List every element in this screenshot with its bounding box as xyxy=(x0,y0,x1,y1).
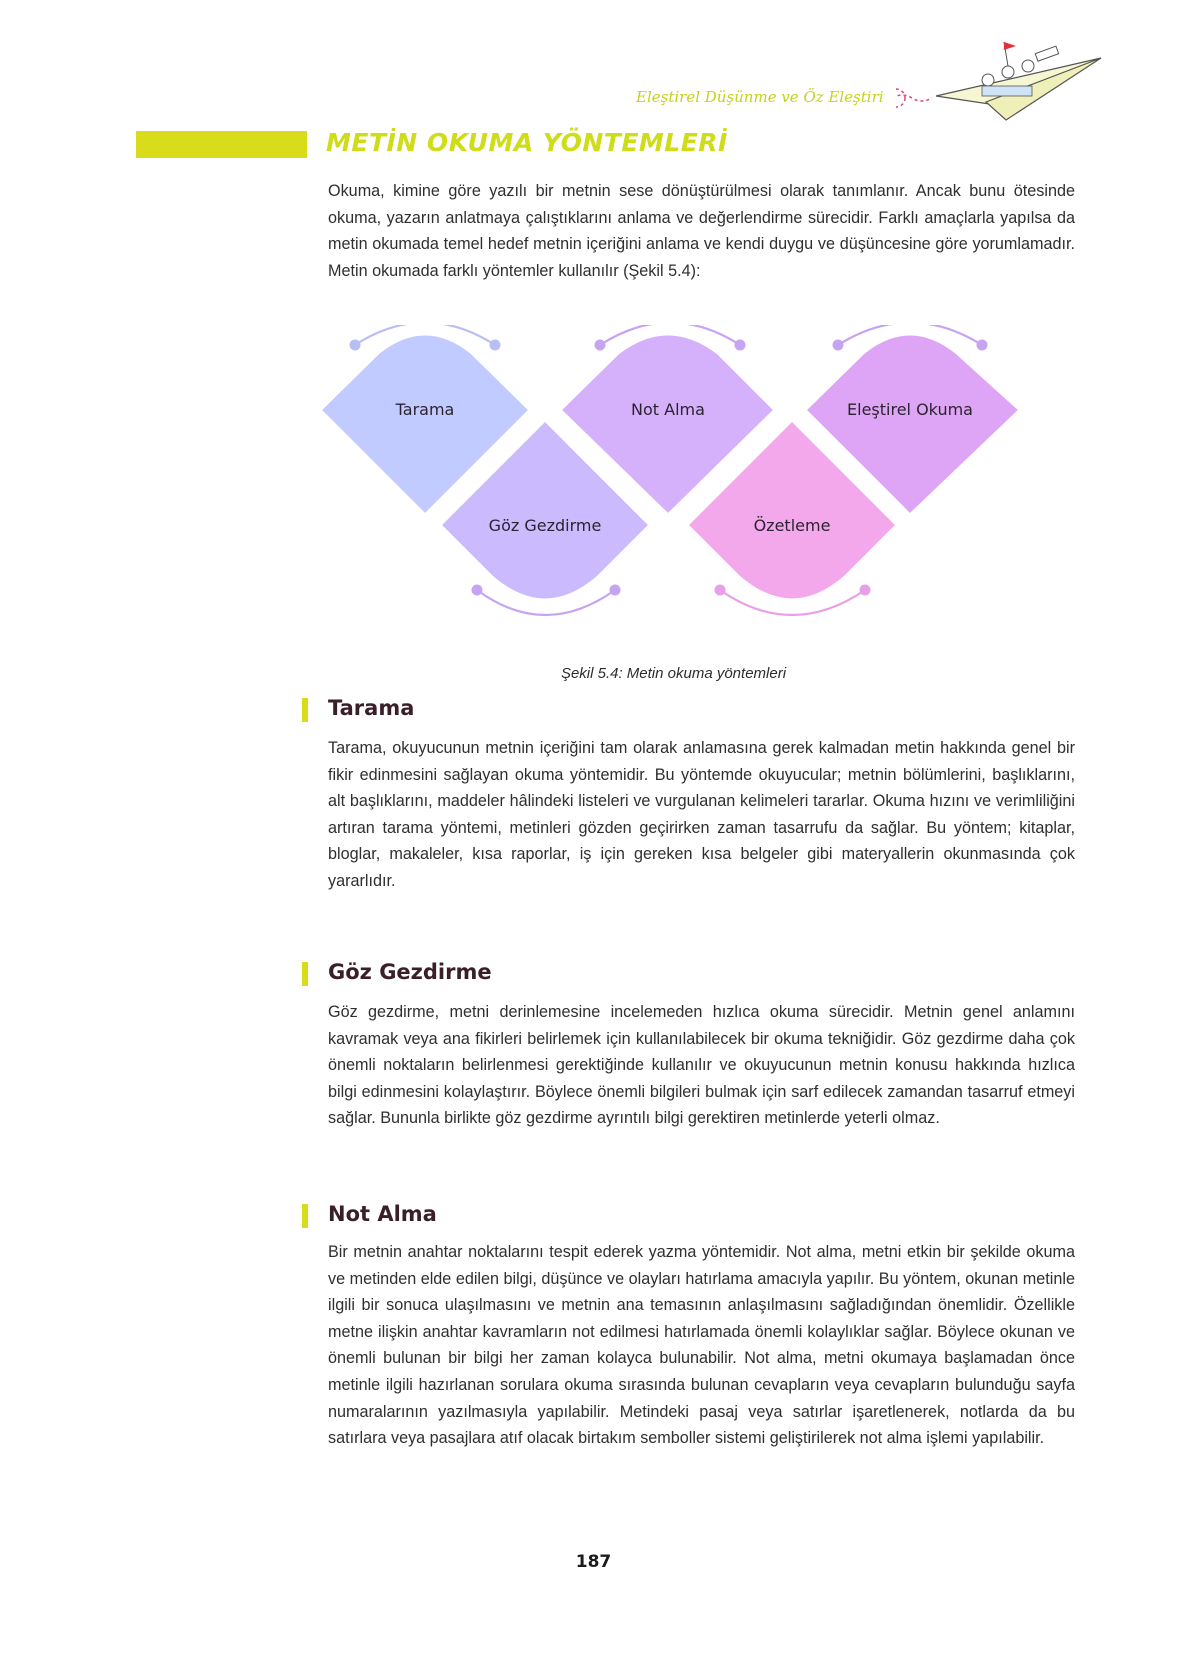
subsection-accent-bar xyxy=(302,698,308,722)
section-title: METİN OKUMA YÖNTEMLERİ xyxy=(326,128,728,157)
subsection-title-not-alma: Not Alma xyxy=(328,1202,437,1226)
figure-caption: Şekil 5.4: Metin okuma yöntemleri xyxy=(560,665,787,682)
intro-paragraph: Okuma, kimine göre yazılı bir metnin sese dönüştürülmesi olarak tanımlanır. Ancak bunu ötesinde okuma, yazarın anlatmaya çalıştıklarını anlama ve değerlendirme sürecidir. Farklı amaçlarla yapılsa da metin okumada temel hedef metnin içeriğini anlama ve kendi duygu ve düşüncesine göre yorumlamadır. Metin okumada farklı yöntemler kullanılır (Şekil 5.4): xyxy=(328,182,1075,280)
page-header xyxy=(0,0,1187,130)
reading-methods-diagram xyxy=(320,325,1080,650)
header-title: Eleştirel Düşünme ve Öz Eleştiri xyxy=(636,88,884,106)
subsection-text-not-alma: Bir metnin anahtar noktalarını tespit ederek yazma yöntemidir. Not alma, metni etkin bir şekilde okuma ve metinden elde edilen bilgi, düşünce ve olayları hatırlama amacıyla yapılır. Bu yöntem, okunan metinle ilgili bir sonuca ulaşılmasını ve metnin ana temasının anlaşılmasını sağladığından önemlidir. Özellikle metne ilişkin anahtar kavramların not edilmesi hatırlamada önemli kolaylıklar sağlar. Böylece okunan ve önemli bulunan bir bilgi her zaman kolayca bulunabilir. Not alma, metni okumaya başlamadan önce metinle ilgili hazırlanan sorulara okuma sırasında bulunan cevapların veya cevapların bulunduğu sayfa numaralarının yazılmasıyla yapılabilir. Metindeki pasaj veya satırlar işaretlenerek, notlarda da bu satırlara veya pasajlara atıf olacak birtakım semboller sistemi geliştirilerek not alma işlemi yapılabilir. xyxy=(328,1243,1075,1448)
diamond-label: Not Alma xyxy=(631,400,705,419)
subsection-accent-bar xyxy=(302,1204,308,1228)
diamond-label: Göz Gezdirme xyxy=(488,516,602,535)
figure-caption-row xyxy=(0,665,1187,682)
subsection-text-tarama: Tarama, okuyucunun metnin içeriğini tam olarak anlamasına gerek kalmadan metin hakkında genel bir fikir edinmesini sağlayan okuma yöntemidir. Bu yöntemde okuyucular; metnin bölümlerini, başlıklarını, alt başlıklarını, maddeler hâlindeki listeleri ve vurgulanan kelimeleri tararlar. Okuma hızını ve verimliliğini artıran tarama yöntemi, metinleri gözden geçirirken zaman tasarrufu da sağlar. Bu yöntem; kitaplar, bloglar, makaleler, kısa raporlar, iş için gereken kısa belgeler gibi materyallerin okunmasında çok yararlıdır. xyxy=(328,739,1075,890)
diamond-label: Özetleme xyxy=(753,516,831,535)
paper-plane-illustration xyxy=(896,36,1106,126)
section-accent-bar xyxy=(136,131,307,158)
subsection-accent-bar xyxy=(302,962,308,986)
subsection-text-goz-gezdirme: Göz gezdirme, metni derinlemesine incelemeden hızlıca okuma sürecidir. Metnin genel anlamını kavramak veya ana fikirleri belirlemek için kullanılabilecek bir okuma tekniğidir. Göz gezdirme daha çok önemli noktaların belirlenmesi gerektiğinde kullanılır ve okuyucunun metnin konusu hakkında hızlıca bilgi edinmesini kolaylaştırır. Böylece önemli bilgileri bulmak için sarf edilecek zamandan tasarruf etmeyi sağlar. Bununla birlikte göz gezdirme ayrıntılı bilgi gerektiren metinlerde yeterli olmaz. xyxy=(328,1003,1075,1128)
diamond-label: Tarama xyxy=(395,400,455,419)
diamond-label: Eleştirel Okuma xyxy=(847,400,973,419)
subsection-title-goz-gezdirme: Göz Gezdirme xyxy=(328,960,492,984)
subsection-title-tarama: Tarama xyxy=(328,696,415,720)
page-number: 187 xyxy=(575,1552,612,1572)
